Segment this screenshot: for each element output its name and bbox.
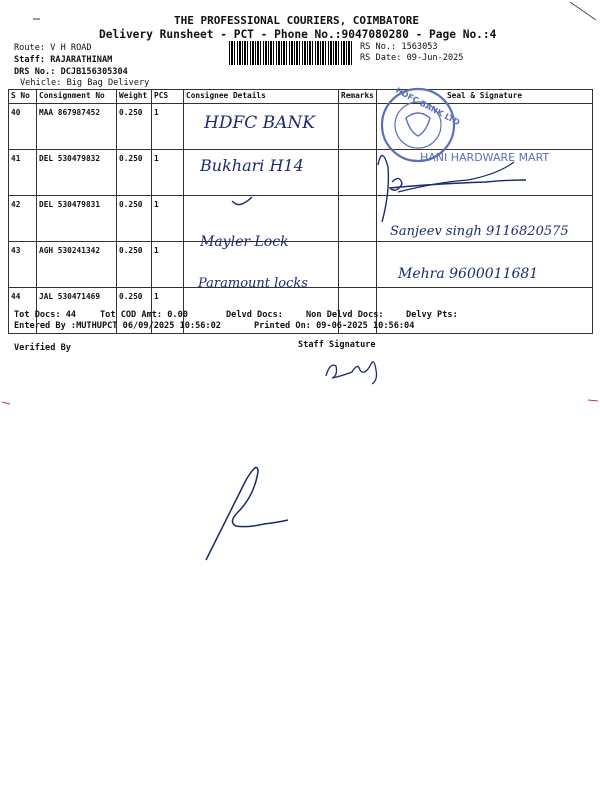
handwritten-consignee-44: Paramount locks: [198, 276, 308, 291]
runsheet-subtitle: Delivery Runsheet - PCT - Phone No.:9047080280 - Page No.:4: [99, 28, 497, 41]
cell-pcs: 1: [152, 104, 184, 150]
cell-pcs: 1: [152, 196, 184, 242]
tick-mark-icon: [232, 197, 252, 205]
cell-weight: 0.250: [117, 196, 152, 242]
handwritten-consignee-41: Bukhari H14: [200, 156, 304, 175]
staff-signature-label: Staff Signature: [298, 340, 376, 350]
col-weight: Weight: [117, 90, 152, 104]
col-signature: Seal & Signature: [377, 90, 593, 104]
handwritten-signature-43: Sanjeev singh 9116820575: [390, 224, 569, 239]
handwritten-consignee-40: HDFC BANK: [204, 113, 316, 133]
tot-cod-amt: Tot COD Amt: 0.00: [100, 310, 188, 320]
cell-sno: 44: [9, 288, 37, 334]
col-remarks: Remarks: [339, 90, 377, 104]
verified-by: Verified By: [14, 343, 71, 353]
cell-consignment: MAA 867987452: [37, 104, 117, 150]
handwritten-consignee-43: Mayler Lock: [200, 234, 289, 250]
staff-signature-stroke: [326, 362, 377, 384]
large-signature-stroke: [206, 468, 288, 561]
hardware-stamp-text: HANI HARDWARE MART: [420, 151, 550, 164]
cell-consignment: AGH 530241342: [37, 242, 117, 288]
staff-label: Staff: RAJARATHINAM: [14, 55, 113, 65]
delvd-docs: Delvd Docs:: [226, 310, 283, 320]
entered-by: Entered By :MUTHUPCT 06/09/2025 10:56:02: [14, 321, 221, 331]
cell-sno: 41: [9, 150, 37, 196]
cell-weight: 0.250: [117, 242, 152, 288]
printed-on: Printed On: 09-06-2025 10:56:04: [254, 321, 415, 331]
cell-pcs: 1: [152, 242, 184, 288]
rs-date-label: RS Date: 09-Jun-2025: [360, 53, 464, 63]
cell-weight: 0.250: [117, 150, 152, 196]
col-pcs: PCS: [152, 90, 184, 104]
fold-line: [570, 2, 596, 20]
cell-pcs: 1: [152, 150, 184, 196]
tot-docs: Tot Docs: 44: [14, 310, 77, 320]
rs-no-label: RS No.: 1563053: [360, 42, 438, 52]
handwritten-signature-44: Mehra 9600011681: [398, 266, 539, 282]
cell-sno: 40: [9, 104, 37, 150]
delvy-pts: Delvy Pts:: [406, 310, 458, 320]
route-label: Route: V H ROAD: [14, 43, 92, 53]
cell-pcs: 1: [152, 288, 184, 334]
cell-consignment: DEL 530479832: [37, 150, 117, 196]
edge-mark-right: [588, 400, 598, 401]
cell-weight: 0.250: [117, 104, 152, 150]
vehicle-label: Vehicle: Big Bag Delivery: [20, 78, 150, 88]
col-sno: S No: [9, 90, 37, 104]
hdfc-seal-icon: [382, 89, 454, 161]
cell-sno: 42: [9, 196, 37, 242]
company-title: THE PROFESSIONAL COURIERS, COIMBATORE: [174, 14, 420, 27]
cell-weight: 0.250: [117, 288, 152, 334]
cell-consignment: JAL 530471469: [37, 288, 117, 334]
non-delvd-docs: Non Delvd Docs:: [306, 310, 384, 320]
drs-label: DRS No.: DCJB156305304: [14, 67, 128, 77]
col-consignee: Consignee Details: [184, 90, 339, 104]
hdfc-stamp-text: HDFC BANK LTD: [394, 85, 462, 128]
cell-sno: 43: [9, 242, 37, 288]
col-consignment: Consignment No: [37, 90, 117, 104]
edge-mark: [2, 402, 10, 404]
cell-consignment: DEL 530479831: [37, 196, 117, 242]
signature-stroke-41c: [398, 162, 514, 192]
signature-stroke-41a: [378, 155, 388, 222]
